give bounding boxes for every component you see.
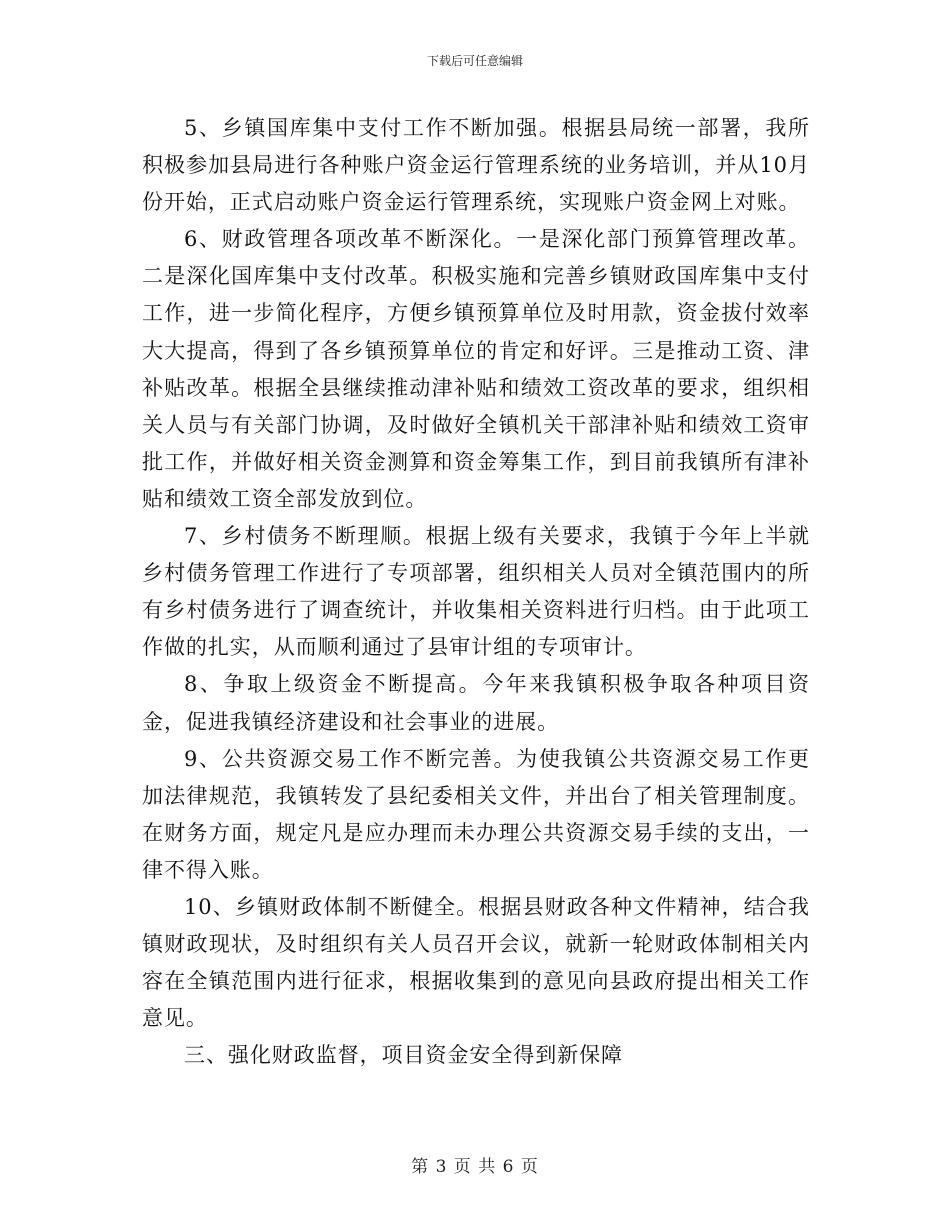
paragraph-item-8: 8、争取上级资金不断提高。今年来我镇积极争取各种项目资金，促进我镇经济建设和社会事业的进展。 xyxy=(142,672,810,734)
paragraph-item-5: 5、乡镇国库集中支付工作不断加强。根据县局统一部署，我所积极参加县局进行各种账户资金运行管理系统的业务培训，并从10月份开始，正式启动账户资金运行管理系统，实现账户资金网上对账。 xyxy=(142,116,810,215)
paragraph-item-7: 7、乡村债务不断理顺。根据上级有关要求，我镇于今年上半就乡村债务管理工作进行了专项部署，组织相关人员对全镇范围内的所有乡村债务进行了调查统计，并收集相关资料进行归档。由于此项工作做的扎实，从而顺利通过了县审计组的专项审计。 xyxy=(142,524,810,660)
paragraph-item-9: 9、公共资源交易工作不断完善。为使我镇公共资源交易工作更加法律规范，我镇转发了县纪委相关文件，并出台了相关管理制度。在财务方面，规定凡是应办理而未办理公共资源交易手续的支出，一律不得入账。 xyxy=(142,746,810,882)
document-body xyxy=(142,110,810,1074)
paragraph-item-6: 6、财政管理各项改革不断深化。一是深化部门预算管理改革。二是深化国库集中支付改革。积极实施和完善乡镇财政国库集中支付工作，进一步简化程序，方便乡镇预算单位及时用款，资金拔付效率大大提高，得到了各乡镇预算单位的肯定和好评。三是推动工资、津补贴改革。根据全县继续推动津补贴和绩效工资改革的要求，组织相关人员与有关部门协调，及时做好全镇机关干部津补贴和绩效工资审批工作，并做好相关资金测算和资金筹集工作，到目前我镇所有津补贴和绩效工资全部发放到位。 xyxy=(142,227,810,511)
page-number-footer: 第 3 页 共 6 页 xyxy=(411,1157,539,1177)
paragraph-item-10: 10、乡镇财政体制不断健全。根据县财政各种文件精神，结合我镇财政现状，及时组织有关人员召开会议，就新一轮财政体制相关内容在全镇范围内进行征求，根据收集到的意见向县政府提出相关工作意见。 xyxy=(142,894,810,1031)
page-header-note: 下载后可任意编辑 xyxy=(426,54,523,68)
section-heading: 三、强化财政监督，项目资金安全得到新保障 xyxy=(184,1043,623,1068)
